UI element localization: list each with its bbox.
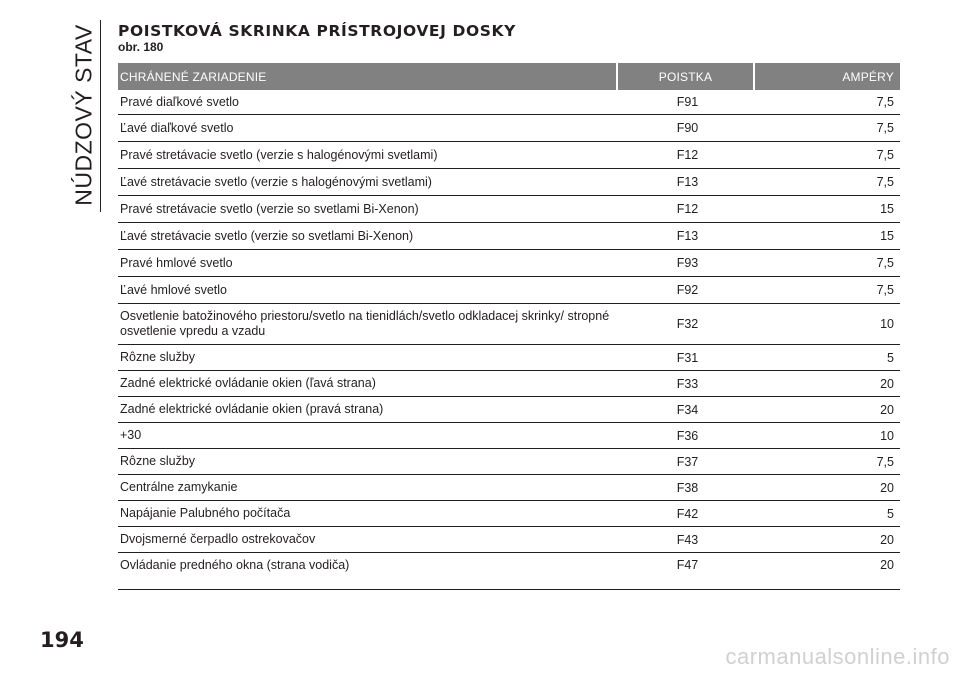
table-row [118,142,900,169]
cell-fuse: F33 [676,376,699,391]
section-side-label [64,20,104,210]
cell-amperes: 5 [887,350,894,365]
side-divider-line [100,20,101,212]
cell-amperes: 7,5 [876,175,894,189]
table-row [118,527,900,553]
table-row [118,501,900,527]
cell-fuse: F37 [676,454,699,469]
cell-fuse: F36 [676,428,699,443]
cell-fuse: F91 [676,95,699,109]
table-row [118,553,900,590]
table-row [118,115,900,142]
table-row [118,345,900,371]
cell-protected-device: Ovládanie predného okna (strana vodiča) [120,558,350,572]
cell-amperes: 20 [880,402,894,417]
cell-fuse: F47 [676,558,699,572]
cell-protected-device: Zadné elektrické ovládanie okien (pravá strana) [120,402,384,416]
cell-fuse: F38 [676,480,699,495]
header-protected-device: CHRÁNENÉ ZARIADENIE [118,63,616,90]
cell-amperes: 10 [880,428,894,443]
table-row [118,196,900,223]
cell-amperes: 20 [880,376,894,391]
cell-protected-device: Ľavé diaľkové svetlo [120,120,234,135]
table-row [118,90,900,115]
cell-protected-device: Napájanie Palubného počítača [120,506,291,520]
cell-fuse: F42 [676,506,699,521]
cell-amperes: 5 [887,506,894,521]
fuse-table [118,63,900,590]
cell-amperes: 15 [880,202,894,216]
table-row [118,223,900,250]
section-side-label-text: NÚDZOVÝ STAV [70,24,97,206]
cell-protected-device: Rôzne služby [120,350,196,364]
cell-amperes: 15 [880,229,894,243]
cell-protected-device: Zadné elektrické ovládanie okien (ľavá strana) [120,376,376,390]
cell-fuse: F92 [676,283,699,297]
table-row [118,371,900,397]
table-row [118,397,900,423]
cell-amperes: 7,5 [876,256,894,270]
cell-protected-device: Pravé hmlové svetlo [120,255,233,270]
cell-amperes: 7,5 [876,454,894,469]
cell-protected-device: Pravé stretávacie svetlo (verzie so svetlami Bi-Xenon) [120,201,419,216]
cell-protected-device: Ľavé stretávacie svetlo (verzie so svetlami Bi-Xenon) [120,228,414,243]
table-row [118,250,900,277]
cell-fuse: F32 [676,317,699,331]
cell-amperes: 7,5 [876,283,894,297]
table-row [118,475,900,501]
table-body [118,90,900,590]
cell-protected-device: +30 [120,428,142,442]
cell-protected-device: Pravé stretávacie svetlo (verzie s halogénovými svetlami) [120,147,438,162]
cell-fuse: F12 [676,202,699,216]
cell-amperes: 7,5 [876,121,894,135]
cell-protected-device: Osvetlenie batožinového priestoru/svetlo na tienidlách/svetlo odkladacej skrinky/ stropné osvetlenie vpredu a vzadu [120,309,610,338]
table-row [118,169,900,196]
table-row [118,423,900,449]
cell-protected-device: Pravé diaľkové svetlo [120,94,239,109]
cell-amperes: 7,5 [876,95,894,109]
cell-protected-device: Ľavé stretávacie svetlo (verzie s halogénovými svetlami) [120,174,432,189]
cell-fuse: F34 [676,402,699,417]
table-row [118,449,900,475]
cell-fuse: F13 [676,229,699,243]
cell-amperes: 20 [880,558,894,572]
watermark: carmanualsonline.info [725,644,950,669]
cell-amperes: 10 [880,317,894,331]
cell-fuse: F43 [676,532,699,547]
figure-reference: obr. 180 [118,40,164,54]
cell-protected-device: Centrálne zamykanie [120,480,238,494]
cell-fuse: F93 [676,256,699,270]
header-amperes: AMPÉRY [755,63,900,90]
cell-protected-device: Rôzne služby [120,454,196,468]
page-number: 194 [40,628,84,652]
cell-amperes: 7,5 [876,148,894,162]
cell-protected-device: Dvojsmerné čerpadlo ostrekovačov [120,532,316,546]
cell-fuse: F12 [676,148,699,162]
table-row [118,277,900,304]
cell-protected-device: Ľavé hmlové svetlo [120,282,228,297]
cell-amperes: 20 [880,480,894,495]
cell-fuse: F31 [676,350,699,365]
header-fuse: POISTKA [618,63,753,90]
cell-amperes: 20 [880,532,894,547]
cell-fuse: F13 [676,175,699,189]
table-row [118,304,900,345]
page-title: POISTKOVÁ SKRINKA PRÍSTROJOVEJ DOSKY [118,22,516,40]
table-header [118,63,900,90]
cell-fuse: F90 [676,121,699,135]
